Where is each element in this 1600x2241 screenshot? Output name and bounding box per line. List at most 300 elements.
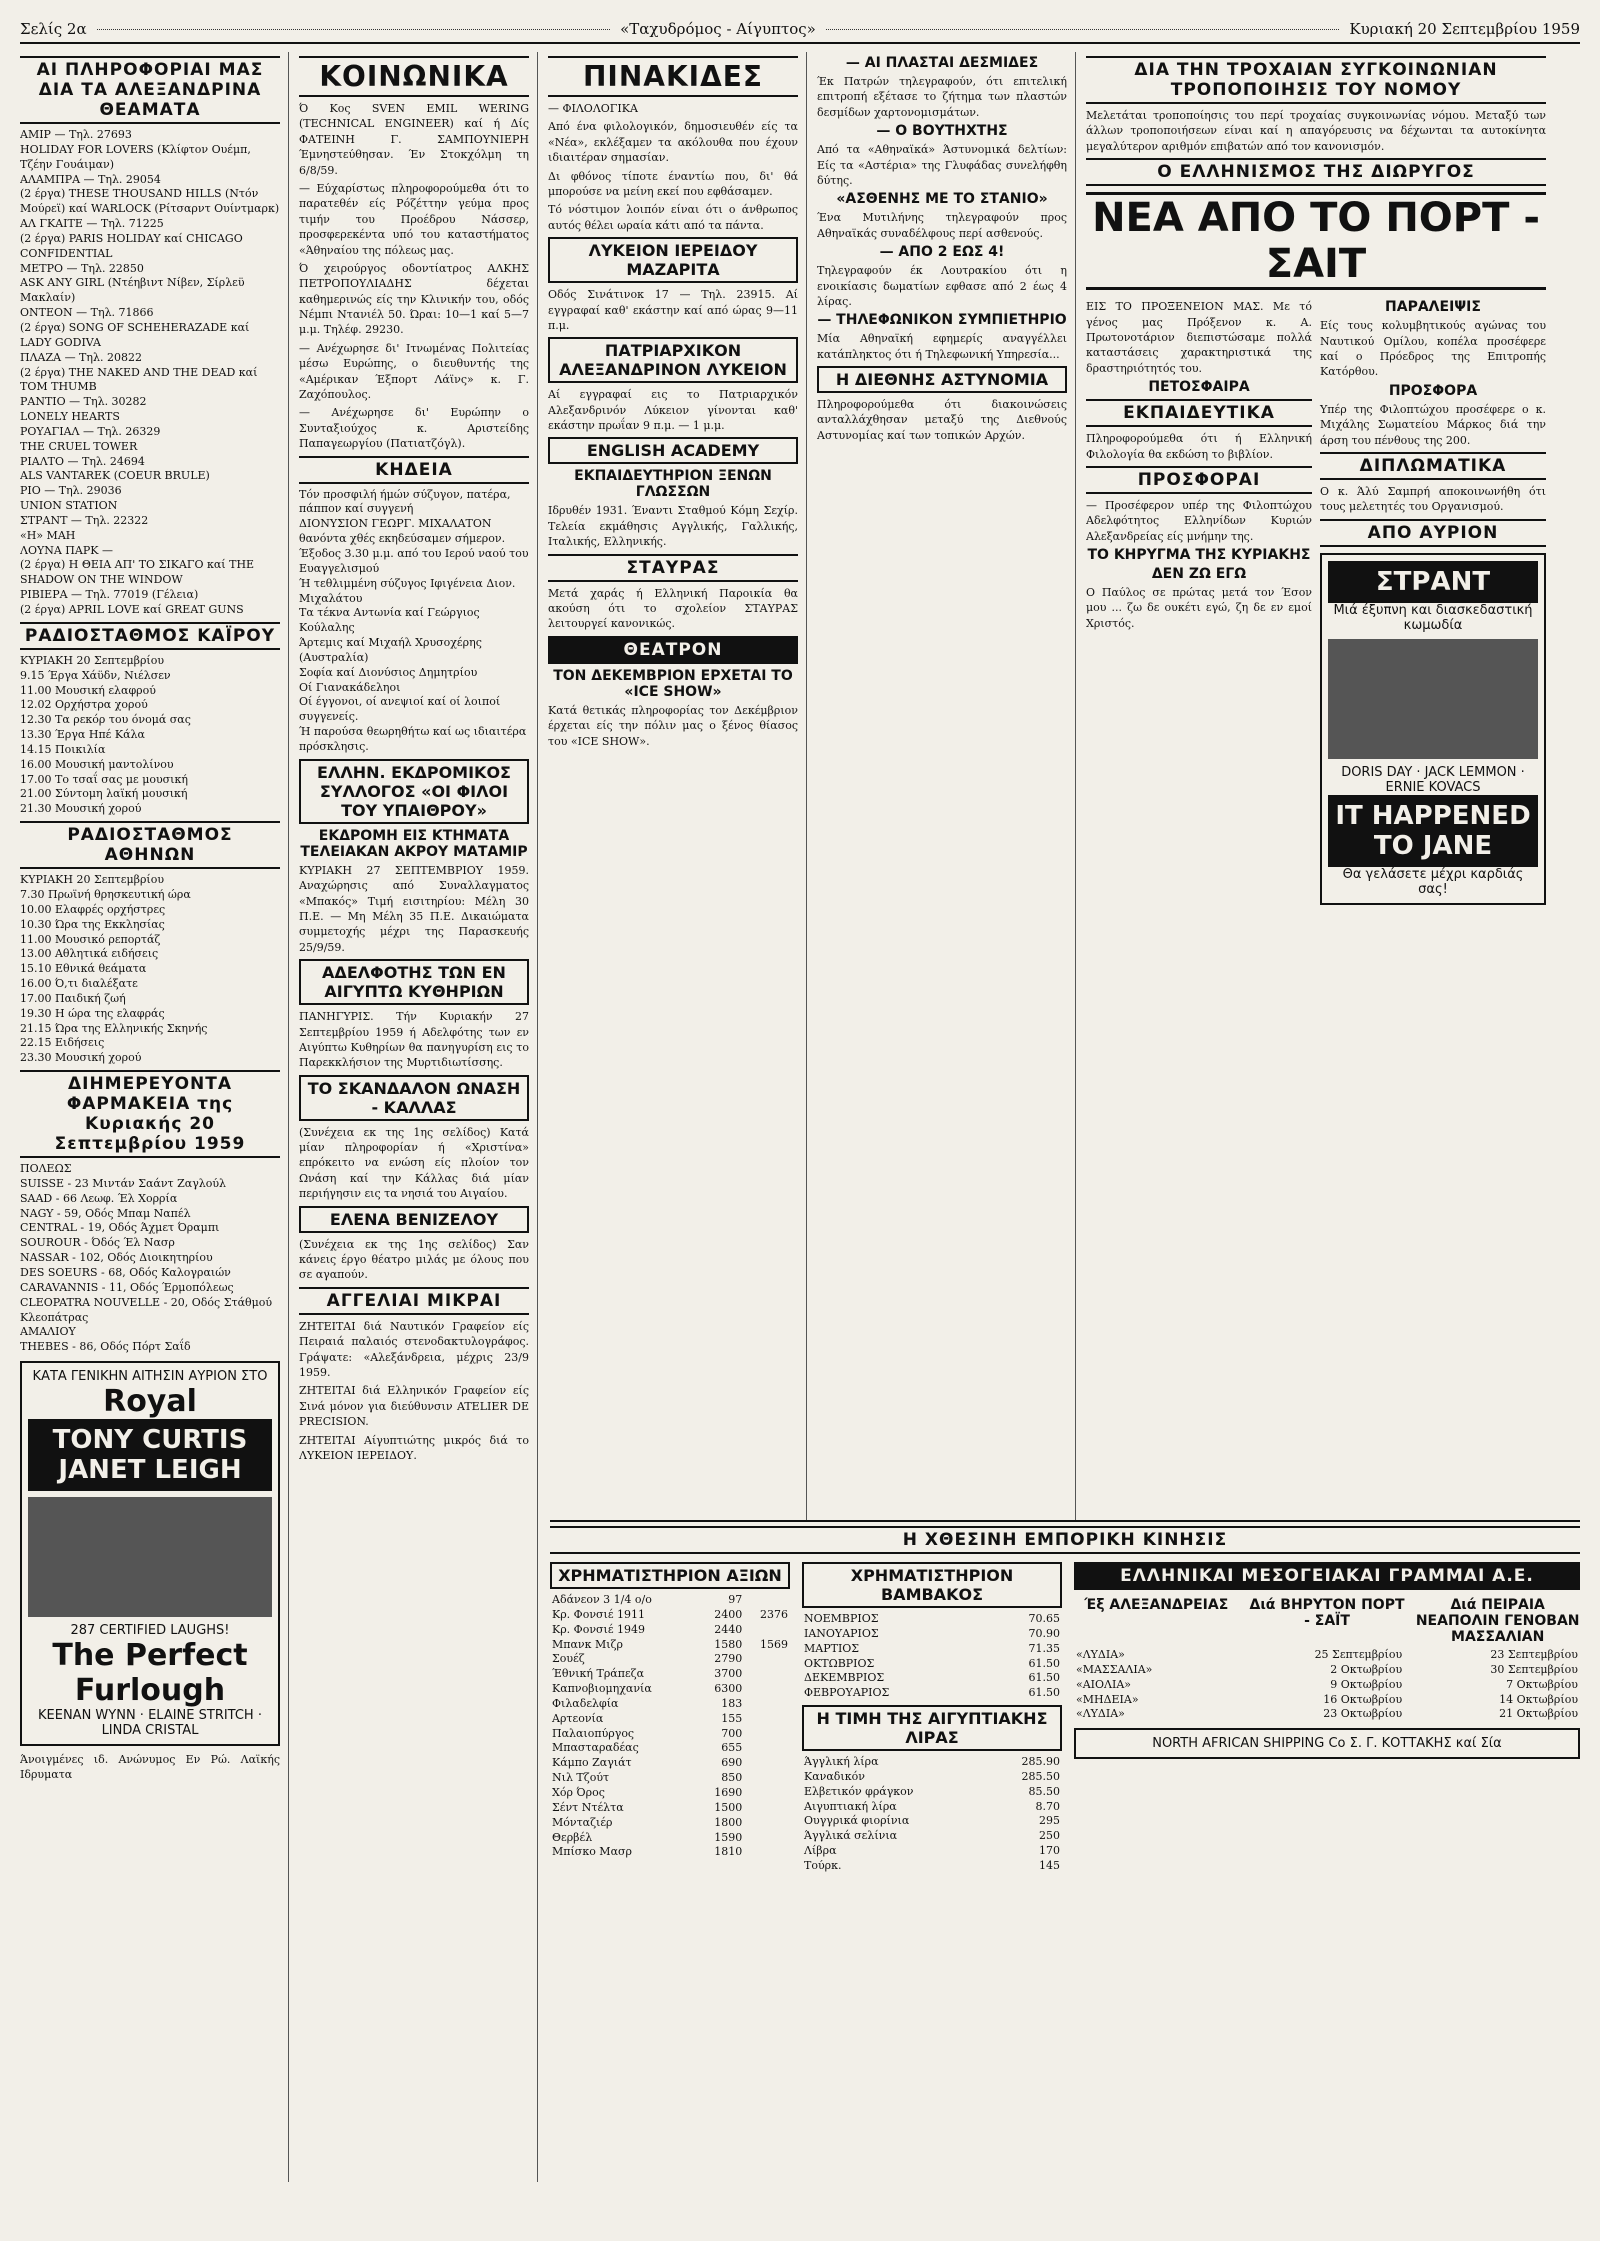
table-cell: 7 Οκτωβρίου (1506, 1677, 1578, 1691)
pharmacy-list (20, 1162, 280, 1355)
text-line: (2 έργα) THE NAKED AND THE DEAD καί TOM THUMB (20, 365, 258, 394)
table-row (802, 1814, 1062, 1829)
tablets-heading: ΠΙΝΑΚΙΔΕΣ (548, 56, 798, 97)
table-cell: 30 Σεπτεμβρίου (1490, 1662, 1578, 1676)
table-cell: 70.65 (1028, 1612, 1060, 1625)
table-cell: 2440 (714, 1622, 743, 1636)
table-cell: Μπασταραδέας (552, 1741, 639, 1755)
table-row (550, 1816, 790, 1831)
text-line: ΡΙΟ — Τηλ. 29036 (20, 484, 122, 498)
traffic-heading: ΔΙΑ ΤΗΝ ΤΡΟΧΑΙΑΝ ΣΥΓΚΟΙΝΩΝΙΑΝ ΤΡΟΠΟΠΟΙΗΣΙΣ ΤΟΥ ΝΟΜΟΥ (1086, 56, 1546, 104)
table-cell: Κάμπο Ζαγιάτ (552, 1756, 632, 1770)
table-cell: 61.50 (1028, 1686, 1060, 1700)
route-alexandria: Έξ ΑΛΕΞΑΝΔΡΕΙΑΣ (1084, 1597, 1229, 1613)
table-cell: Αδάνεον 3 1/4 ο/ο (552, 1593, 652, 1606)
venizelou-heading: ΕΛΕΝΑ ΒΕΝΙΖΕΛΟΥ (299, 1206, 529, 1233)
text-line: (2 έργα) Η ΘΕΙΑ ΑΠ' ΤΟ ΣΙΚΑΓΟ καί THE SHADOW ON THE WINDOW (20, 558, 255, 587)
text-line: 17.00 Παιδική ζωή (20, 991, 126, 1005)
text-line: Οί έγγονοι, οί ανεψιοί καί οί λοιποί συγγενείς. (299, 695, 501, 724)
two-four-text: Τηλεγραφούν έκ Λουτρακίου ότι η ενοικίασις δωματίων εφθασε από 2 έως 4 λίρας. (817, 264, 1067, 308)
ad-count: 287 CERTIFIED LAUGHS! (70, 1623, 230, 1639)
text-line: ΜΕΤΡΟ — Τηλ. 22850 (20, 261, 144, 275)
shipping-agent-ad (1074, 1728, 1580, 1759)
strand-slogan: Θα γελάσετε μέχρι καρδιάς σας! (1342, 866, 1524, 897)
text-line: LONELY HEARTS (20, 410, 120, 424)
text-line: 22.15 Ειδήσεις (20, 1036, 105, 1050)
table-cell: 2400 (714, 1607, 743, 1621)
english-heading: ENGLISH ACADEMY (548, 437, 798, 464)
page-number: Σελίς 2α (20, 20, 87, 38)
table-cell: 61.50 (1028, 1671, 1060, 1685)
table-row (802, 1671, 1062, 1686)
phone-text: Μία Αθηναϊκή εφημερίς αναγγέλλει κατάπληκτος ότι ή Τηλεφωνική Υπηρεσία... (817, 332, 1067, 361)
table-row (1074, 1663, 1580, 1678)
table-cell (744, 1652, 790, 1667)
prosforai-text: — Προσέφερον υπέρ της Φιλοπτώχου Αδελφότητος Ελληνίδων Κυριών Αλεξανδρείας είς μνήμην της. (1086, 498, 1312, 543)
table-cell: 97 (728, 1593, 743, 1606)
table-row (550, 1801, 790, 1816)
table-cell (744, 1667, 790, 1682)
text-line: — Ανέχωρησε δι' Ιτνωμένας Πολιτείας μέσω Ευρώπης, ο διευθυντής της «Αμέρικαν Έξπορτ Λάϊνς» κ. Γ. Ζαχόπουλος. (299, 341, 529, 402)
table-cell: Άγγλική λίρα (804, 1755, 879, 1769)
classified-list (299, 1319, 529, 1464)
table-cell: 25 Σεπτεμβρίου (1314, 1648, 1403, 1661)
theatre-heading: ΘΕΑΤΡΟΝ (548, 636, 798, 664)
text-line: Οί Γιανακάδεληοι (299, 680, 401, 694)
table-cell (744, 1801, 790, 1816)
commerce-heading: Η ΧΘΕΣΙΝΗ ΕΜΠΟΡΙΚΗ ΚΙΝΗΣΙΣ (550, 1526, 1580, 1554)
table-cell: 8.70 (1035, 1799, 1060, 1813)
omission-heading: ΠΑΡΑΛΕΙΨΙΣ (1385, 299, 1481, 316)
lyceum-text: Οδός Σινάτινοκ 17 — Τηλ. 23915. Αί εγγραφαί καθ' εκάστην καί από ώρας 9—11 π.μ. (548, 288, 798, 332)
masthead (20, 20, 1580, 44)
scandal-text: (Συνέχεια εκ της 1ης σελίδος) Κατά μίαν πληροφορίαν ή «Χριστίνα» επρόκειτο να ενώση είς πλοίον τον Ωνάση καί την Κάλλας διά μίαν περιήγησιν εις τα νησιά του Αιγαίου. (299, 1125, 529, 1201)
table-cell: 6300 (714, 1682, 743, 1696)
table-row (550, 1652, 790, 1667)
text-line: Τόν προσφιλή ήμών σύζυγον, πατέρα, πάππον καί συγγενή (299, 487, 511, 516)
social-list (299, 101, 529, 452)
table-cell: 690 (721, 1756, 743, 1770)
table-cell: Έθνική Τράπεζα (552, 1667, 645, 1681)
strand-stars: DORIS DAY · JACK LEMMON · ERNIE KOVACS (1341, 764, 1525, 795)
traffic-text: Μελετάται τροποποίησις του περί τροχαίας συγκοινωνίας νόμου. Μεταξύ των άλλων τροποποιήσεων είναι καί η απαγόρευσις να δέχωνται τα αυτοκίνητα μεγαλύτερον αριθμόν επιβατών από τον κανονισμόν. (1086, 109, 1546, 153)
brotherhood-text: ΠΑΝΗΓΥΡΙΣ. Τήν Κυριακήν 27 Σεπτεμβρίου 1959 ή Αδελφότης των εν Αιγύπτω Κυθηρίων θα πανηγυρίση εις το Παρεκκλήσιον της Μυρτιδιωτίσσης. (299, 1010, 529, 1070)
ice-show-text: Κατά θετικάς πληροφορίας τον Δεκέμβριον έρχεται είς την πόλιν μας ο ξένος θίασος του «ICE SHOW». (548, 703, 798, 748)
table-cell (744, 1771, 790, 1786)
stavros-text: Μετά χαράς ή Ελληνική Παροικία θα ακούση ότι το σχολείον ΣΤΑΥΡΑΣ λειτουργεί κανονικώς. (548, 586, 798, 631)
text-line: — Ανέχωρησε δι' Ευρώπην ο Συνταξιούχος κ. Αριστείδης Παπαγεωργίου (Πατιατζόγλ). (299, 406, 529, 451)
radio-athens-heading: ΡΑΔΙΟΣΤΑΘΜΟΣ ΑΘΗΝΩΝ (20, 821, 280, 869)
text-line: ΖΗΤΕΙΤΑΙ διά Ναυτικόν Γραφείον είς Πειραιά παλαιός στενοδακτυλογράφος. Γράψατε: «Αλεξάνδρεια, μέχρις 23/9 1959. (299, 1319, 529, 1379)
table-cell (744, 1741, 790, 1756)
table-cell: 183 (721, 1696, 743, 1710)
funeral-heading: ΚΗΔΕΙΑ (299, 456, 529, 484)
diplomatic-text: Ο κ. Άλύ Σαμπρή αποκοινωνήθη ότι τους μελετητές του Οργανισμού. (1320, 484, 1546, 514)
text-line: NASSAR - 102, Οδός Διοικητηρίου (20, 1251, 213, 1265)
table-cell: 9 Οκτωβρίου (1330, 1677, 1403, 1691)
stano-text: Ένα Μυτιλήνης τηλεγραφούν προς Αθηναϊκάς συναδέλφους περί ασθενούς. (817, 211, 1067, 240)
table-cell: 70.90 (1028, 1626, 1060, 1640)
table-cell: 295 (1039, 1814, 1060, 1828)
table-cell: ΝΟΕΜΒΡΙΟΣ (804, 1612, 879, 1625)
table-row (802, 1859, 1062, 1874)
club-heading: ΕΛΛΗΝ. ΕΚΔΡΟΜΙΚΟΣ ΣΥΛΛΟΓΟΣ «ΟΙ ΦΙΛΟΙ ΤΟΥ ΥΠΑΙΘΡΟΥ» (299, 759, 529, 824)
patriarch-heading: ΠΑΤΡΙΑΡΧΙΚΟΝ ΑΛΕΞΑΝΔΡΙΝΟΝ ΛΥΚΕΙΟΝ (548, 337, 798, 383)
table-row (802, 1829, 1062, 1844)
table-cell: 61.50 (1028, 1656, 1060, 1670)
text-line: 10.00 Ελαφρές ορχήστρες (20, 902, 166, 916)
table-cell: ΙΑΝΟΥΑΡΙΟΣ (804, 1626, 879, 1640)
text-line: ΖΗΤΕΙΤΑΙ διά Ελληνικόν Γραφείον είς Σινά μόνον για διεύθυνσιν ATELIER DE PRECISION. (299, 1384, 529, 1429)
table-row (550, 1845, 790, 1860)
table-cell: 155 (721, 1711, 743, 1725)
pound-table (802, 1755, 1062, 1874)
radio-cairo-heading: ΡΑΔΙΟΣΤΑΘΜΟΣ ΚΑΪΡΟΥ (20, 622, 280, 650)
text-line: 11.00 Μουσικό ρεπορτάζ (20, 932, 161, 946)
text-line: 15.10 Εθνικά θεάματα (20, 962, 147, 976)
table-row (802, 1612, 1062, 1627)
table-row (802, 1657, 1062, 1672)
table-cell: Παλαιοπύργος (552, 1726, 635, 1740)
table-cell: Νιλ Τζούτ (552, 1771, 610, 1785)
ad-extra: KEENAN WYNN · ELAINE STRITCH · LINDA CRISTAL (38, 1708, 262, 1739)
table-cell (744, 1756, 790, 1771)
omission-text: Είς τους κολυμβητικούς αγώνας του Ναυτικού Ομίλου, κοπέλα προσέφερε καί ο Πρόεδρος της Επιτροπής Κατόρθου. (1320, 319, 1546, 379)
text-line: Ό Κος SVEN EMIL WERING (TECHNICAL ENGINEER) καί ή Δίς ΦΑΤΕΙΝΗ Γ. ΣΑΜΠΟΥΝΙΕΡΗ Έμνηστεύθησαν. Έν Στοκχόλμη τη 6/8/59. (299, 102, 529, 177)
radio-cairo-list (20, 654, 280, 817)
table-cell (744, 1786, 790, 1801)
table-row (802, 1800, 1062, 1815)
text-line: 9.15 Έργα Χάϋδν, Νιέλσεν (20, 668, 171, 682)
ad-kicker: ΚΑΤΑ ΓΕΝΙΚΗΝ ΑΙΤΗΣΙΝ ΑΥΡΙΟΝ ΣΤΟ (32, 1369, 268, 1385)
hellenism-heading: Ο ΕΛΛΗΝΙΣΜΟΣ ΤΗΣ ΔΙΩΡΥΓΟΣ (1086, 158, 1546, 186)
table-cell: 655 (721, 1741, 743, 1755)
table-cell: Ουγγρικά φιορίνια (804, 1814, 910, 1828)
table-row (802, 1785, 1062, 1800)
table-cell: Θερβέλ (552, 1830, 593, 1844)
table-row (550, 1623, 790, 1638)
table-row (802, 1844, 1062, 1859)
text-line: (2 έργα) SONG OF SCHEHERAZADE καί LADY GODIVA (20, 320, 250, 349)
text-line: — ΦΙΛΟΛΟΓΙΚΑ (548, 102, 638, 115)
table-cell: Αρτεονία (552, 1711, 604, 1725)
table-row (1074, 1707, 1580, 1722)
table-cell (744, 1845, 790, 1860)
venizelou-text: (Συνέχεια εκ της 1ης σελίδος) Σαν κάνεις έργο θέατρο μιλάς με όλους που σε αγαπούν. (299, 1237, 529, 1282)
port-said-text: ΕΙΣ ΤΟ ΠΡΟΞΕΝΕΙΟΝ ΜΑΣ. Με τό γένος μας Πρόξενον κ. Α. Πρωτονοτάριον διεπιστώσαμε πολλά καταστάσεις χαρακτηριστικά της δραστηριότητός του. (1086, 300, 1312, 375)
table-cell: 285.90 (1021, 1755, 1060, 1769)
table-cell (744, 1697, 790, 1712)
text-line: ΑΜΙΡ — Τηλ. 27693 (20, 128, 132, 141)
cotton-table (802, 1612, 1062, 1701)
table-cell: Φιλαδελφία (552, 1696, 619, 1710)
table-row (802, 1642, 1062, 1657)
ice-show-heading: ΤΟΝ ΔΕΚΕΜΒΡΙΟΝ ΕΡΧΕΤΑΙ ΤΟ «ICE SHOW» (553, 667, 793, 700)
boutychtis-heading: — Ο ΒΟΥΤΗΧΤΗΣ (876, 123, 1008, 140)
table-cell: 1580 (714, 1637, 743, 1651)
table-cell: 2790 (714, 1652, 743, 1666)
text-line: 11.00 Μουσική ελαφρού (20, 683, 156, 697)
table-row (550, 1741, 790, 1756)
table-cell: 16 Οκτωβρίου (1323, 1692, 1403, 1706)
two-four-heading: — ΑΠΟ 2 ΕΩΣ 4! (879, 244, 1005, 261)
issue-date: Κυριακή 20 Σεπτεμβρίου 1959 (1349, 20, 1581, 38)
agent-name: NORTH AFRICAN SHIPPING Co Σ. Γ. ΚΟΤΤΑΚΗΣ καί Σία (1152, 1736, 1502, 1752)
table-cell: Μπανκ Μιζρ (552, 1637, 623, 1651)
table-cell: 700 (721, 1726, 743, 1740)
column-2 (299, 52, 538, 2182)
bottom-notice: Άνοιγμένες ιδ. Ανώνυμος Εν Ρώ. Λαϊκής Ιδρυματα (20, 1753, 280, 1782)
text-line: ΛΟΥΝΑ ΠΑΡΚ — (20, 543, 113, 557)
text-line: 21.15 Ώρα της Ελληνικής Σκηνής (20, 1021, 208, 1035)
text-line: NAGY - 59, Οδός Μπαμ Ναπέλ (20, 1206, 191, 1220)
offer-text: Υπέρ της Φιλοπτώχου προσέφερε ο κ. Μιχάλης Σωματείου Μάρκος διά την άρση του πένθους της 200. (1320, 402, 1546, 447)
text-line: CENTRAL - 19, Οδός Άχμετ Όραμπι (20, 1221, 220, 1235)
text-line: HOLIDAY FOR LOVERS (Κλίφτον Ουέμπ, Τζέην Γουάιμαν) (20, 142, 251, 171)
text-line: 17.00 Το τσαΐ σας με μουσική (20, 772, 188, 786)
table-cell: Τούρκ. (804, 1858, 842, 1872)
table-cell (744, 1712, 790, 1727)
sunday-heading: ΤΟ ΚΗΡΥΓΜΑ ΤΗΣ ΚΥΡΙΑΚΗΣ (1087, 547, 1311, 564)
scandal-heading: ΤΟ ΣΚΑΝΔΑΛΟΝ ΩΝΑΣΗ - ΚΑΛΛΑΣ (299, 1075, 529, 1121)
table-cell (744, 1682, 790, 1697)
table-cell: 2 Οκτωβρίου (1330, 1662, 1403, 1676)
route-piraeus: Διά ΠΕΙΡΑΙΑ ΝΕΑΠΟΛΙΝ ΓΕΝΟΒΑΝ ΜΑΣΣΑΛΙΑΝ (1415, 1597, 1580, 1645)
text-line: Ό χειρούργος οδοντίατρος ΑΛΚΗΣ ΠΕΤΡΟΠΟΥΛΙΑΔΗΣ δέχεται καθημερινώς είς την Κλινικήν του, οδός Νέμπι Ντανιέλ 50. Ώραι: 10—1 καί 5—7 μ.μ. Τηλέφ. 29230. (299, 261, 529, 337)
text-line: Ή τεθλιμμένη σύζυγος Ιφιγένεια Διον. Μιχαλάτου (299, 576, 516, 605)
table-cell (744, 1593, 790, 1608)
text-line: ΑΛΑΜΠΡΑ — Τηλ. 29054 (20, 172, 161, 186)
market-block (550, 1520, 1580, 2202)
table-row (802, 1627, 1062, 1642)
strand-title: IT HAPPENED TO JANE (1328, 795, 1538, 867)
table-cell: ΟΚΤΩΒΡΙΟΣ (804, 1656, 875, 1670)
text-line: ΣΤΡΑΝΤ — Τηλ. 22322 (20, 513, 149, 527)
social-heading: ΚΟΙΝΩΝΙΚΑ (299, 56, 529, 97)
route-beirut: Διά ΒΗΡΥΤΟΝ ΠΟΡΤ - ΣΑΪΤ (1249, 1597, 1405, 1629)
theatres-list (20, 128, 280, 618)
table-cell: 1800 (714, 1815, 743, 1829)
text-line: THE CRUEL TOWER (20, 439, 138, 453)
table-cell: 14 Οκτωβρίου (1499, 1692, 1578, 1706)
ekpaideftika-text: Πληροφορούμεθα ότι ή Ελληνική Φιλολογία θα εκδώση το βιβλίον. (1086, 432, 1312, 461)
table-cell: ΜΑΡΤΙΟΣ (804, 1641, 860, 1655)
table-row (550, 1771, 790, 1786)
text-line: ΠΛΑΖΑ — Τηλ. 20822 (20, 350, 142, 364)
table-cell: 23 Σεπτεμβρίου (1490, 1648, 1578, 1661)
table-row (1074, 1648, 1580, 1663)
radio-athens-list (20, 873, 280, 1066)
stavros-heading: ΣΤΑΥΡΑΣ (548, 554, 798, 582)
police-text: Πληροφορούμεθα ότι διακοινώσεις ανταλλάχθησαν μεταξύ της Διεθνούς Αστυνομίας καί των τοπικών Αρχών. (817, 398, 1067, 442)
film-still-image (28, 1497, 272, 1617)
text-line: THEBES - 86, Οδός Πόρτ Σαΐδ (20, 1340, 191, 1354)
table-row (550, 1756, 790, 1771)
strand-photo-image (1328, 639, 1538, 759)
table-cell: 145 (1039, 1858, 1060, 1872)
newspaper-page (20, 20, 1580, 2200)
table-cell: «ΜΑΣΣΑΛΙΑ» (1076, 1662, 1153, 1676)
table-row (550, 1697, 790, 1712)
table-cell: 85.50 (1028, 1784, 1060, 1798)
table-cell: Καπνοβιομηχανία (552, 1682, 652, 1696)
table-row (802, 1755, 1062, 1770)
table-cell: Μόνταζιέρ (552, 1815, 613, 1829)
table-cell: «ΛΥΔΙΑ» (1076, 1648, 1125, 1661)
text-line: 7.30 Πρωϊνή θρησκευτική ώρα (20, 887, 191, 901)
text-line: ΡΙΑΛΤΟ — Τηλ. 24694 (20, 454, 145, 468)
text-line: (2 έργα) THESE THOUSAND HILLS (Ντόν Μούρεϊ) καί WARLOCK (Ρίτσαρντ Ουίντμαρκ) (20, 187, 280, 216)
ad-cinema-name: Royal (103, 1384, 197, 1420)
text-line: 21.30 Μουσική χορού (20, 802, 142, 816)
table-cell: 3700 (714, 1667, 743, 1681)
text-line: Ή παρούσα θεωρηθήτω καί ως ιδιαιτέρα πρόσκλησις. (299, 725, 527, 753)
text-line: 23.30 Μουσική χορού (20, 1051, 142, 1065)
table-row (550, 1608, 790, 1623)
sailings-table (1074, 1648, 1580, 1722)
strand-tag: Μιά έξυπνη και διασκεδαστική κωμωδία (1333, 602, 1533, 633)
funeral-list (299, 488, 529, 755)
text-line: SAAD - 66 Λεωφ. Έλ Χορρία (20, 1191, 178, 1205)
text-line: (2 έργα) PARIS HOLIDAY καί CHICAGO CONFIDENTIAL (20, 231, 243, 260)
table-cell: Σέντ Ντέλτα (552, 1800, 624, 1814)
column-1 (20, 52, 289, 2182)
text-line: 13.30 Έργα Ηπέ Κάλα (20, 728, 145, 742)
table-cell: Κρ. Φονσιέ 1949 (552, 1622, 646, 1636)
table-row (1074, 1678, 1580, 1693)
stano-heading: «ΑΣΘΕΝΗΣ ΜΕ ΤΟ ΣΤΑΝΙΟ» (836, 191, 1048, 208)
table-cell: Χόρ Όρος (552, 1785, 605, 1799)
police-heading: Η ΔΙΕΘΝΗΣ ΑΣΤΥΝΟΜΙΑ (817, 366, 1067, 393)
table-cell: 1590 (714, 1830, 743, 1844)
table-row (802, 1686, 1062, 1701)
club-text: ΚΥΡΙΑΚΗ 27 ΣΕΠΤΕΜΒΡΙΟΥ 1959. Αναχώρησις από Συναλλαγματος «Μπακός» Τιμή εισιτηρίου: Μέλη 30 Π.Ε. — Μη Μέλη 35 Π.Ε. Δικαιώματα συμμετοχής μέχρι της Παρασκευής 25/9/59. (299, 863, 529, 954)
table-cell (744, 1816, 790, 1831)
table-cell (744, 1831, 790, 1846)
text-line: ΚΥΡΙΑΚΗ 20 Σεπτεμβρίου (20, 873, 165, 887)
table-cell: «ΜΗΔΕΙΑ» (1076, 1692, 1139, 1706)
table-row (550, 1712, 790, 1727)
prosforai-heading: ΠΡΟΣΦΟΡΑΙ (1086, 466, 1312, 494)
table-row (550, 1727, 790, 1742)
phone-heading: — ΤΗΛΕΦΩΝΙΚΟΝ ΣΥΜΠΙΕΤΗΡΙΟ (817, 312, 1067, 329)
tomorrow-heading: ΑΠΟ ΑΥΡΙΟΝ (1320, 519, 1546, 547)
lyceum-heading: ΛΥΚΕΙΟΝ ΙΕΡΕΙΔΟΥ ΜΑΖΑΡΙΤΑ (548, 237, 798, 283)
table-cell: Άγγλικά σελίνια (804, 1829, 898, 1843)
table-cell: 21 Οκτωβρίου (1499, 1707, 1578, 1721)
text-line: UNION STATION (20, 499, 118, 513)
text-line: ΖΗΤΕΙΤΑΙ Αίγυπτιώτης μικρός διά το ΛΥΚΕΙΟΝ ΙΕΡΕΙΔΟΥ. (299, 1433, 529, 1462)
table-cell: 850 (721, 1771, 743, 1785)
text-line: 13.00 Αθλητικά ειδήσεις (20, 947, 159, 961)
pharmacy-heading: ΔΙΗΜΕΡΕΥΟΝΤΑ ΦΑΡΜΑΚΕΙΑ της Κυριακής 20 Σεπτεμβρίου 1959 (20, 1070, 280, 1158)
offer-heading: ΠΡΟΣΦΟΡΑ (1388, 382, 1478, 399)
table-cell: 1569 (760, 1637, 788, 1651)
text-line: ΔΙΟΝΥΣΙΟΝ ΓΕΩΡΓ. ΜΙΧΑΛΑΤΟΝ (299, 517, 492, 531)
text-line: ΟΝΤΕΟΝ — Τηλ. 71866 (20, 306, 154, 320)
text-line: Σοφία καί Διονύσιος Δημητρίου (299, 665, 478, 679)
table-cell: 1810 (714, 1845, 743, 1859)
table-row (550, 1682, 790, 1697)
table-row (550, 1667, 790, 1682)
boutychtis-text: Από τα «Αθηναϊκά» Άστυνομικά δελτίων: Είς τα «Αστέρια» της Γλυφάδας συνελήφθη δύτης. (817, 143, 1067, 187)
table-cell: ΦΕΒΡΟΥΑΡΙΟΣ (804, 1686, 890, 1700)
table-cell: Μπίσκο Μασρ (552, 1845, 632, 1859)
text-line: 16.00 Μουσική μαντολίνου (20, 757, 174, 771)
classified-heading: ΑΓΓΕΛΙΑΙ ΜΙΚΡΑΙ (299, 1287, 529, 1315)
table-row (550, 1786, 790, 1801)
text-line: θανόντα χθές εκηδεύσαμεν σήμερον. Έξοδος 3.30 μ.μ. από του Ιερού ναού του Ευαγγελισμού (299, 532, 529, 575)
table-cell: Λίβρα (804, 1844, 837, 1858)
text-line: 12.02 Ορχήστρα χορού (20, 698, 148, 712)
text-line: ΚΥΡΙΑΚΗ 20 Σεπτεμβρίου (20, 653, 165, 667)
port-said-banner: ΝΕΑ ΑΠΟ ΤΟ ΠΟΡΤ - ΣΑΙΤ (1086, 192, 1546, 290)
table-cell: 285.50 (1021, 1769, 1060, 1783)
table-cell: «ΛΥΔΙΑ» (1076, 1707, 1125, 1721)
text-line: 19.30 Η ώρα της ελαφράς (20, 1006, 165, 1020)
text-line: 14.15 Ποικιλία (20, 742, 106, 756)
text-line: SUISSE - 23 Μιντάν Σαάντ Ζαγλούλ (20, 1176, 227, 1190)
table-cell: ΔΕΚΕΜΒΡΙΟΣ (804, 1671, 885, 1685)
stocks-heading: ΧΡΗΜΑΤΙΣΤΗΡΙΟΝ ΑΞΙΩΝ (550, 1562, 790, 1589)
table-cell: 1690 (714, 1785, 743, 1799)
table-row (1074, 1693, 1580, 1708)
table-cell (744, 1623, 790, 1638)
text-line: ΡΑΝΤΙΟ — Τηλ. 30282 (20, 395, 147, 409)
table-row (550, 1638, 790, 1653)
text-line: 16.00 Ό,τι διαλέξατε (20, 977, 138, 991)
text-line: ΑΛ ΓΚΑΙΤΕ — Τηλ. 71225 (20, 217, 164, 231)
text-line: Τα τέκνα Αντωνία καί Γεώργιος Κούλαλης (299, 606, 480, 635)
text-line: ASK ANY GIRL (Ντέηβιντ Νίβεν, Σίρλεϋ Μακλαίν) (20, 276, 245, 305)
sunday-text: Ο Παύλος σε πρώτας μετά τον Έσον μου ... ζω δε ουκέτι εγώ, ζη δε εν εμοί Χριστός. (1086, 586, 1312, 630)
text-line: 21.00 Σύντομη λαϊκή μουσική (20, 787, 188, 801)
table-cell: 170 (1039, 1844, 1060, 1858)
shipping-heading: ΕΛΛΗΝΙΚΑΙ ΜΕΣΟΓΕΙΑΚΑΙ ΓΡΑΜΜΑΙ Α.Ε. (1074, 1562, 1580, 1590)
text-line: ΡΟΥΑΓΙΑΛ — Τηλ. 26329 (20, 424, 161, 438)
table-cell: Κρ. Φονσιέ 1911 (552, 1607, 646, 1621)
text-line: 12.30 Τα ρεκόρ του όνομά σας (20, 713, 191, 727)
text-line: Άρτεμις καί Μιχαήλ Χρυσοχέρης (Αυστραλία) (299, 636, 482, 664)
plaistai-text: Έκ Πατρών τηλεγραφούν, ότι επιτελική επιτροπή εξέτασε το ζήτημα των πλαστών δεσμίδων χαρτονομισμάτων. (817, 75, 1067, 119)
text-line: ΡΙΒΙΕΡΑ — Τηλ. 77019 (Γέλεια) (20, 588, 199, 602)
brotherhood-heading: ΑΔΕΛΦΟΤΗΣ ΤΩΝ ΕΝ ΑΙΓΥΠΤΩ ΚΥΘΗΡΙΩΝ (299, 959, 529, 1005)
table-cell (744, 1727, 790, 1742)
cotton-heading: ΧΡΗΜΑΤΙΣΤΗΡΙΟΝ ΒΑΜΒΑΚΟΣ (802, 1562, 1062, 1608)
club-subheading: ΕΚΔΡΟΜΗ ΕΙΣ ΚΤΗΜΑΤΑ ΤΕΛΕΙΑΚΑΝ ΑΚΡΟΥ ΜΑΤΑΜΙΡ (300, 827, 528, 860)
text-line: Από ένα φιλολογικόν, δημοσιευθέν είς τα «Νέα», εκλέξαμεν τα ακόλουθα που έχουν ιδιαιτέραν σημασίαν. (548, 120, 798, 165)
text-line: SOUROUR - Όδός Έλ Νασρ (20, 1236, 175, 1250)
strand-cinema-ad (1320, 553, 1546, 905)
table-row (550, 1831, 790, 1846)
ad-film-title: The Perfect Furlough (52, 1638, 248, 1709)
port-said-section (1086, 296, 1546, 911)
text-line: «Η» ΜΑΗ (20, 528, 76, 542)
ad-stars: TONY CURTIS JANET LEIGH (28, 1419, 272, 1491)
table-cell: Αιγυπτιακή λίρα (804, 1799, 897, 1813)
text-line: CARAVANNIS - 11, Οδός Έρμοπόλεως (20, 1280, 234, 1294)
tablets-list (548, 101, 798, 233)
text-line: 10.30 Ώρα της Εκκλησίας (20, 917, 165, 931)
table-cell: Ελβετικόν φράγκον (804, 1784, 914, 1798)
table-row (802, 1770, 1062, 1785)
royal-cinema-ad (20, 1361, 280, 1746)
table-cell: Καναδικόν (804, 1769, 865, 1783)
theatres-heading: ΑΙ ΠΛΗΡΟΦΟΡΙΑΙ ΜΑΣ ΔΙΑ ΤΑ ΑΛΕΞΑΝΔΡΙΝΑ ΘΕΑΜΑΤΑ (20, 56, 280, 124)
english-text: Ιδρυθέν 1931. Έναντι Σταθμού Κόμη Σεχίρ. Τελεία εκμάθησις Αγγλικής, Γαλλικής, Ιταλικής, Ελληνικής. (548, 504, 798, 549)
petosfaira-heading: ΠΕΤΟΣΦΑΙΡΑ (1148, 379, 1250, 396)
sunday-subheading: ΔΕΝ ΖΩ ΕΓΩ (1151, 566, 1247, 583)
